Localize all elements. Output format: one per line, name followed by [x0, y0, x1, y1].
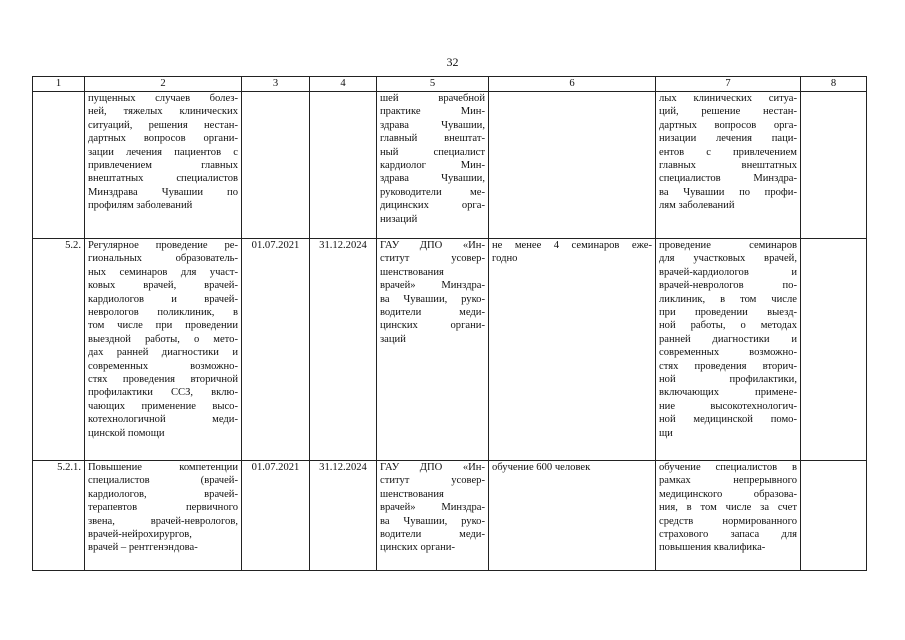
text-line: не менее 4 семинаров еже- — [492, 240, 652, 251]
text-line: шей врачебной — [380, 93, 485, 104]
text-line: цинских органи- — [380, 542, 455, 554]
text-line: ва Чувашии, руко- — [380, 293, 485, 305]
indicator-cell — [489, 461, 656, 571]
text-line: здрава Чувашии, — [380, 173, 485, 185]
text-line: заций — [380, 333, 406, 345]
page-number: 32 — [446, 55, 459, 69]
text-line: терапевтов первичного — [88, 502, 238, 514]
text-line: врачей» Минздра- — [380, 502, 485, 514]
text-line: том числе при проведении — [88, 320, 238, 332]
text-line: дицинских орга- — [380, 200, 485, 212]
text-line: ранней диагностики и — [659, 333, 797, 345]
text-line: зации лечения пациентов с — [88, 146, 238, 158]
plan-table — [32, 76, 867, 571]
indicator-cell — [489, 92, 656, 239]
text-line: медицинского образова- — [659, 488, 797, 500]
text-line: руководители ме- — [380, 186, 485, 198]
text-line: для участковых врачей, — [659, 253, 797, 265]
text-line: ной профилактики, — [659, 374, 797, 386]
text-line: здрава Чувашии, — [380, 119, 485, 131]
text-line: ной медицинской помо- — [659, 414, 797, 426]
column-header: 3 — [242, 77, 310, 92]
text-line: средств нормированного — [659, 515, 797, 527]
text-line: неврологов поликлиник, в — [88, 307, 238, 319]
start-date: 01.07.2021 — [242, 239, 310, 461]
text-line: водители меди- — [380, 529, 485, 541]
text-line: специалистов (врачей- — [88, 475, 238, 487]
end-date — [310, 92, 377, 239]
measure-cell — [85, 461, 242, 571]
text-line: выездной работы, о мето- — [88, 333, 238, 345]
text-line: главный внештат- — [380, 133, 485, 145]
text-line: ва Чувашии по профи- — [659, 186, 797, 198]
row-number — [33, 92, 85, 239]
end-date: 31.12.2024 — [310, 239, 377, 461]
text-line: врачей-кардиологов и — [659, 266, 797, 278]
text-line: водители меди- — [380, 307, 485, 319]
text-line: ния, в том числе за счет — [659, 502, 797, 514]
note-cell — [801, 92, 867, 239]
measure-cell — [85, 92, 242, 239]
row-number: 5.2.1. — [33, 461, 85, 571]
text-line: низации лечения паци- — [659, 133, 797, 145]
text-line: привлечением главных — [88, 160, 238, 172]
text-line: при проведении выезд- — [659, 307, 797, 319]
text-line: кардиологов и врачей- — [88, 293, 238, 305]
text-line: страхового запаса для — [659, 529, 797, 541]
text-line: ГАУ ДПО «Ин- — [380, 462, 485, 473]
text-line: врачей» Минздра- — [380, 280, 485, 292]
column-header: 4 — [310, 77, 377, 92]
text-line: дартных вопросов органи- — [88, 133, 238, 145]
text-line: ной работы, о методах — [659, 320, 797, 332]
text-line: щи — [659, 427, 673, 439]
text-line: врачей-нейрохирургов, — [88, 529, 192, 541]
table-row — [33, 92, 867, 239]
text-line: годно — [492, 253, 518, 265]
text-line: лых клинических ситуа- — [659, 93, 797, 104]
text-line: ковых врачей, врачей- — [88, 280, 238, 292]
text-line: ных семинаров для участ- — [88, 266, 238, 278]
table-row — [33, 461, 867, 571]
column-header: 5 — [377, 77, 489, 92]
note-cell — [801, 461, 867, 571]
text-line: рамках непрерывного — [659, 475, 797, 487]
text-line: главных внештатных — [659, 160, 797, 172]
column-header: 6 — [489, 77, 656, 92]
text-line: повышения квалифика- — [659, 542, 766, 554]
text-line: ный специалист — [380, 146, 485, 158]
text-line: пущенных случаев болез- — [88, 93, 238, 104]
text-line: ций, решение нестан- — [659, 106, 797, 118]
text-line: цинской помощи — [88, 427, 165, 439]
text-line: кардиологов, врачей- — [88, 488, 238, 500]
result-cell — [656, 461, 801, 571]
text-line: звена, врачей-неврологов, — [88, 515, 238, 527]
column-number-row — [33, 77, 867, 92]
text-line: практике Мин- — [380, 106, 485, 118]
text-line: современных возможно- — [88, 360, 238, 372]
text-line: стях проведения вторич- — [659, 360, 797, 372]
text-line: цинских органи- — [380, 320, 485, 332]
text-line: включающих примене- — [659, 387, 797, 399]
text-line: профилактики ССЗ, вклю- — [88, 387, 238, 399]
text-line: обучение 600 человек — [492, 462, 591, 473]
text-line: чающих применение высо- — [88, 400, 238, 412]
start-date: 01.07.2021 — [242, 461, 310, 571]
text-line: ва Чувашии, руко- — [380, 515, 485, 527]
text-line: котехнологичной меди- — [88, 414, 238, 426]
text-line: ние высокотехнологич- — [659, 400, 797, 412]
text-line: низаций — [380, 213, 418, 225]
measure-cell — [85, 239, 242, 461]
text-line: лям заболеваний — [659, 200, 735, 212]
text-line: специалистов Минздра- — [659, 173, 797, 185]
text-line: кардиолог Мин- — [380, 160, 485, 172]
column-header: 1 — [33, 77, 85, 92]
text-line: врачей – рентгенэндова- — [88, 542, 198, 554]
text-line: профилям заболеваний — [88, 200, 193, 212]
text-line: дах ранней диагностики и — [88, 347, 238, 359]
row-number: 5.2. — [33, 239, 85, 461]
text-line: ликлиник, в том числе — [659, 293, 797, 305]
text-line: Регулярное проведение ре- — [88, 240, 238, 251]
text-line: современных возможно- — [659, 347, 797, 359]
text-line: обучение специалистов в — [659, 462, 797, 473]
text-line: Минздрава Чувашии по — [88, 186, 238, 198]
text-line: внештатных специалистов — [88, 173, 238, 185]
column-header: 8 — [801, 77, 867, 92]
result-cell — [656, 92, 801, 239]
text-line: проведение семинаров — [659, 240, 797, 251]
responsible-cell — [377, 239, 489, 461]
responsible-cell — [377, 92, 489, 239]
end-date: 31.12.2024 — [310, 461, 377, 571]
text-line: врачей-неврологов по- — [659, 280, 797, 292]
text-line: ститут усовер- — [380, 475, 485, 487]
text-line: ситуаций, решения нестан- — [88, 119, 238, 131]
text-line: ентов с привлечением — [659, 146, 797, 158]
column-header: 2 — [85, 77, 242, 92]
text-line: гиональных образователь- — [88, 253, 238, 265]
start-date — [242, 92, 310, 239]
column-header: 7 — [656, 77, 801, 92]
text-line: шенствования — [380, 266, 444, 278]
responsible-cell — [377, 461, 489, 571]
note-cell — [801, 239, 867, 461]
text-line: дартных вопросов орга- — [659, 119, 797, 131]
text-line: ГАУ ДПО «Ин- — [380, 240, 485, 251]
table-row — [33, 239, 867, 461]
result-cell — [656, 239, 801, 461]
text-line: стях проведения вторичной — [88, 374, 238, 386]
text-line: шенствования — [380, 488, 444, 500]
indicator-cell — [489, 239, 656, 461]
text-line: ней, тяжелых клинических — [88, 106, 238, 118]
text-line: ститут усовер- — [380, 253, 485, 265]
text-line: Повышение компетенции — [88, 462, 238, 473]
